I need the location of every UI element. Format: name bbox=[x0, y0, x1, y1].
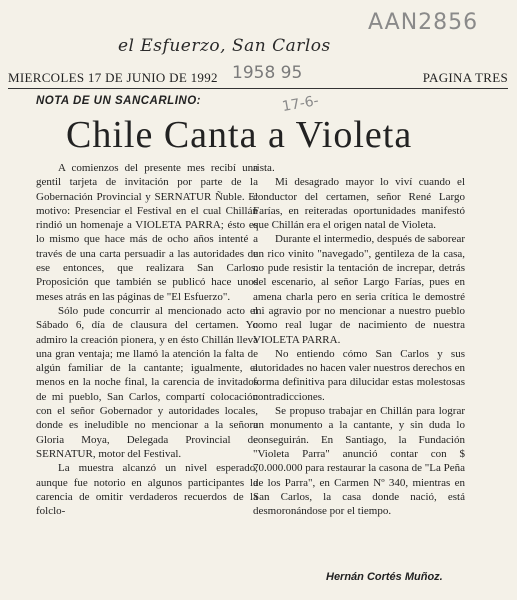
page-mark-note: 17-6- bbox=[280, 92, 320, 116]
paragraph: No entiendo cómo San Carlos y sus autoridades no hacen valer nuestros derechos en forma definitiva para dilucidar estas molestosas contradicciones. bbox=[253, 347, 465, 403]
article-right-column bbox=[253, 161, 465, 518]
paragraph: Se propuso trabajar en Chillán para lograr un monumento a la cantante, y sin duda lo conseguirán. En Santiago, la Fundación "Violeta Parra" anunció contar con $ 70.000.000 para restaurar la casona de "La Peña de los Parra", en Carmen Nº 340, mientras en San Carlos, la casa donde nació, está desmoronándose por el tiempo. bbox=[253, 405, 465, 518]
paragraph: La muestra alcanzó un nivel esperado, aunque fue notorio en algunos participantes la carencia de omitir verdaderos recuerdos de la folclo- bbox=[36, 462, 258, 518]
paragraph: Mi desagrado mayor lo viví cuando el conductor del certamen, señor René Largo Farías, en reiteradas oportunidades manifestó que Chillán era el origen natal de Violeta. bbox=[253, 176, 465, 232]
archive-code-stamp: AAN2856 bbox=[368, 10, 479, 35]
article-kicker: NOTA DE UN SANCARLINO: bbox=[36, 95, 201, 107]
handwritten-source-note: el Esfuerzo, San Carlos bbox=[118, 36, 331, 56]
article-title: Chile Canta a Violeta bbox=[66, 114, 413, 156]
issue-date: MIERCOLES 17 DE JUNIO DE 1992 bbox=[8, 70, 218, 85]
author-signature: Hernán Cortés Muñoz. bbox=[326, 571, 443, 583]
archive-number-note: 1958 95 bbox=[232, 63, 303, 83]
page-label: PAGINA TRES bbox=[422, 70, 508, 85]
article-left-column bbox=[36, 161, 258, 518]
paragraph: rista. bbox=[253, 162, 275, 174]
paragraph: A comienzos del presente mes recibí una gentil tarjeta de invitación por parte de la Gobernación Provincial y SERNATUR Ñuble. El motivo: Presenciar el Festival en el cual Chillán rindió un homenaje a VIOLETA PARRA; ésto es lo mismo que hace más de ocho años intenté a través de una carta persuadir a las autoridades de ese entonces, que realizara San Carlos. Proposición que también se publicó hace unos meses atrás en las páginas de "El Esfuerzo". bbox=[36, 162, 258, 303]
header-rule bbox=[8, 88, 508, 89]
paragraph: Durante el intermedio, después de saborear un rico vinito "navegado", gentileza de la casa, no pude resistir la tentación de increpar, detrás del escenario, al señor Largo Farías, pues en amena charla pero en seria crítica le demostré mi agravio por no mencionar a nuestro pueblo como real lugar de nacimiento de nuestra VIOLETA PARRA. bbox=[253, 233, 465, 346]
paragraph: Sólo pude concurrir al mencionado acto el Sábado 6, día de clausura del certamen. Yo admiro la creación pionera, y en ésto Chillán lleva una gran ventaja; me llamó la atención la falta de algún familiar de la cantante; igualmente, el menos en la noche final, la carencia de invitados de mi pueblo, San Carlos, compartí colocación con el señor Gobernador y autoridades locales, donde es ineludible no mencionar a la señora Gloria Moya, Delegada Provincial de SERNATUR, motor del Festival. bbox=[36, 304, 258, 460]
